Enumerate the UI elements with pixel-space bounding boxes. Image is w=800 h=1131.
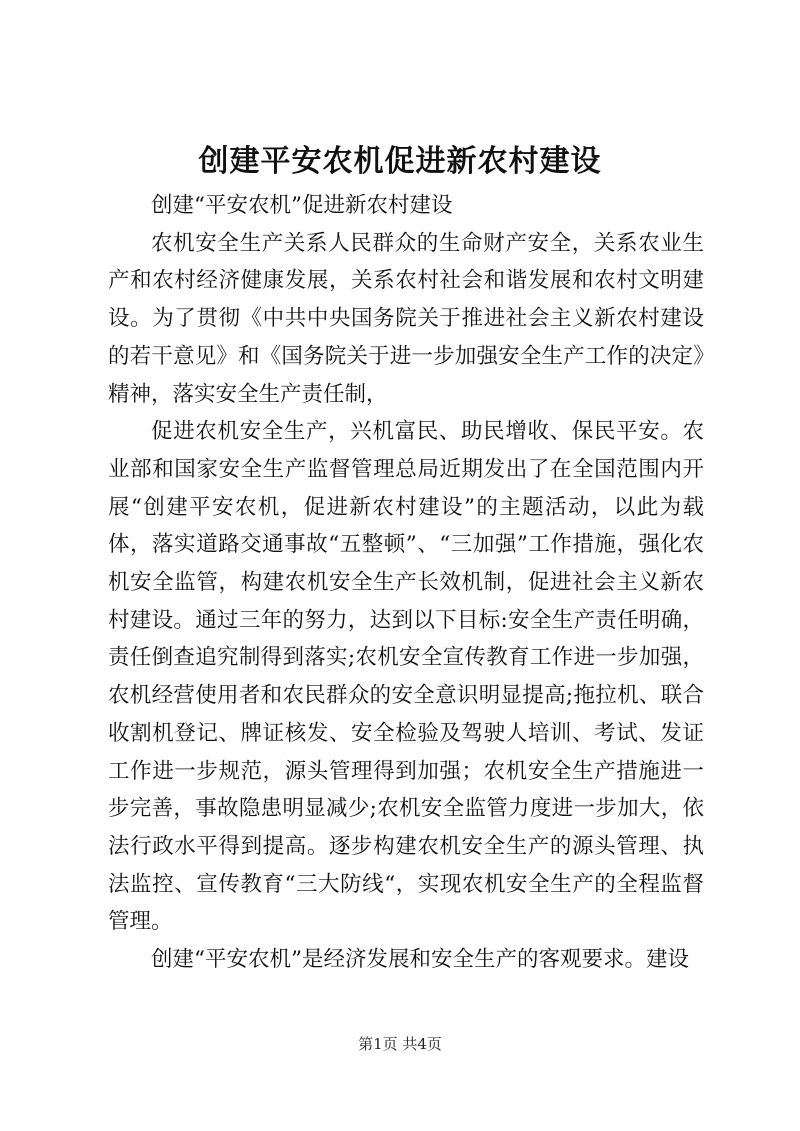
page-footer: 第1页 共4页 (358, 1035, 442, 1053)
document-title: 创建平安农机促进新农村建设 (198, 144, 602, 179)
body-paragraph: 促进农机安全生产，兴机富民、助民增收、保民平安。农业部和国家安全生产监督管理总局近期发出了在全国范围内开展“创建平安农机，促进新农村建设”的主题活动，以此为载体，落实道路交通事故“五整顿”、“三加强”工作措施，强化农机安全监管，构建农机安全生产长效机制，促进社会主义新农村建设。通过三年的努力，达到以下目标:安全生产责任明确，责任倒查追究制得到落实;农机安全宣传教育工作进一步加强，农机经营使用者和农民群众的安全意识明显提高;拖拉机、联合收割机登记、牌证核发、安全检验及驾驶人培训、考试、发证工作进一步规范，源头管理得到加强；农机安全生产措施进一步完善，事故隐患明显减少;农机安全监管力度进一步加大，依法行政水平得到提高。逐步构建农机安全生产的源头管理、执法监控、宣传教育“三大防线“，实现农机安全生产的全程监督管理。 (108, 419, 704, 935)
body-paragraph: 创建“平安农机”是经济发展和安全生产的客观要求。建设 (151, 947, 689, 973)
body-paragraph: 农机安全生产关系人民群众的生命财产安全，关系农业生产和农村经济健康发展，关系农村社会和谐发展和农村文明建设。为了贯彻《中共中央国务院关于推进社会主义新农村建设的若干意见》和《国务院关于进一步加强安全生产工作的决定》精神，落实安全生产责任制， (108, 230, 704, 407)
subtitle-paragraph: 创建“平安农机”促进新农村建设 (151, 193, 453, 218)
document-body (108, 187, 704, 979)
